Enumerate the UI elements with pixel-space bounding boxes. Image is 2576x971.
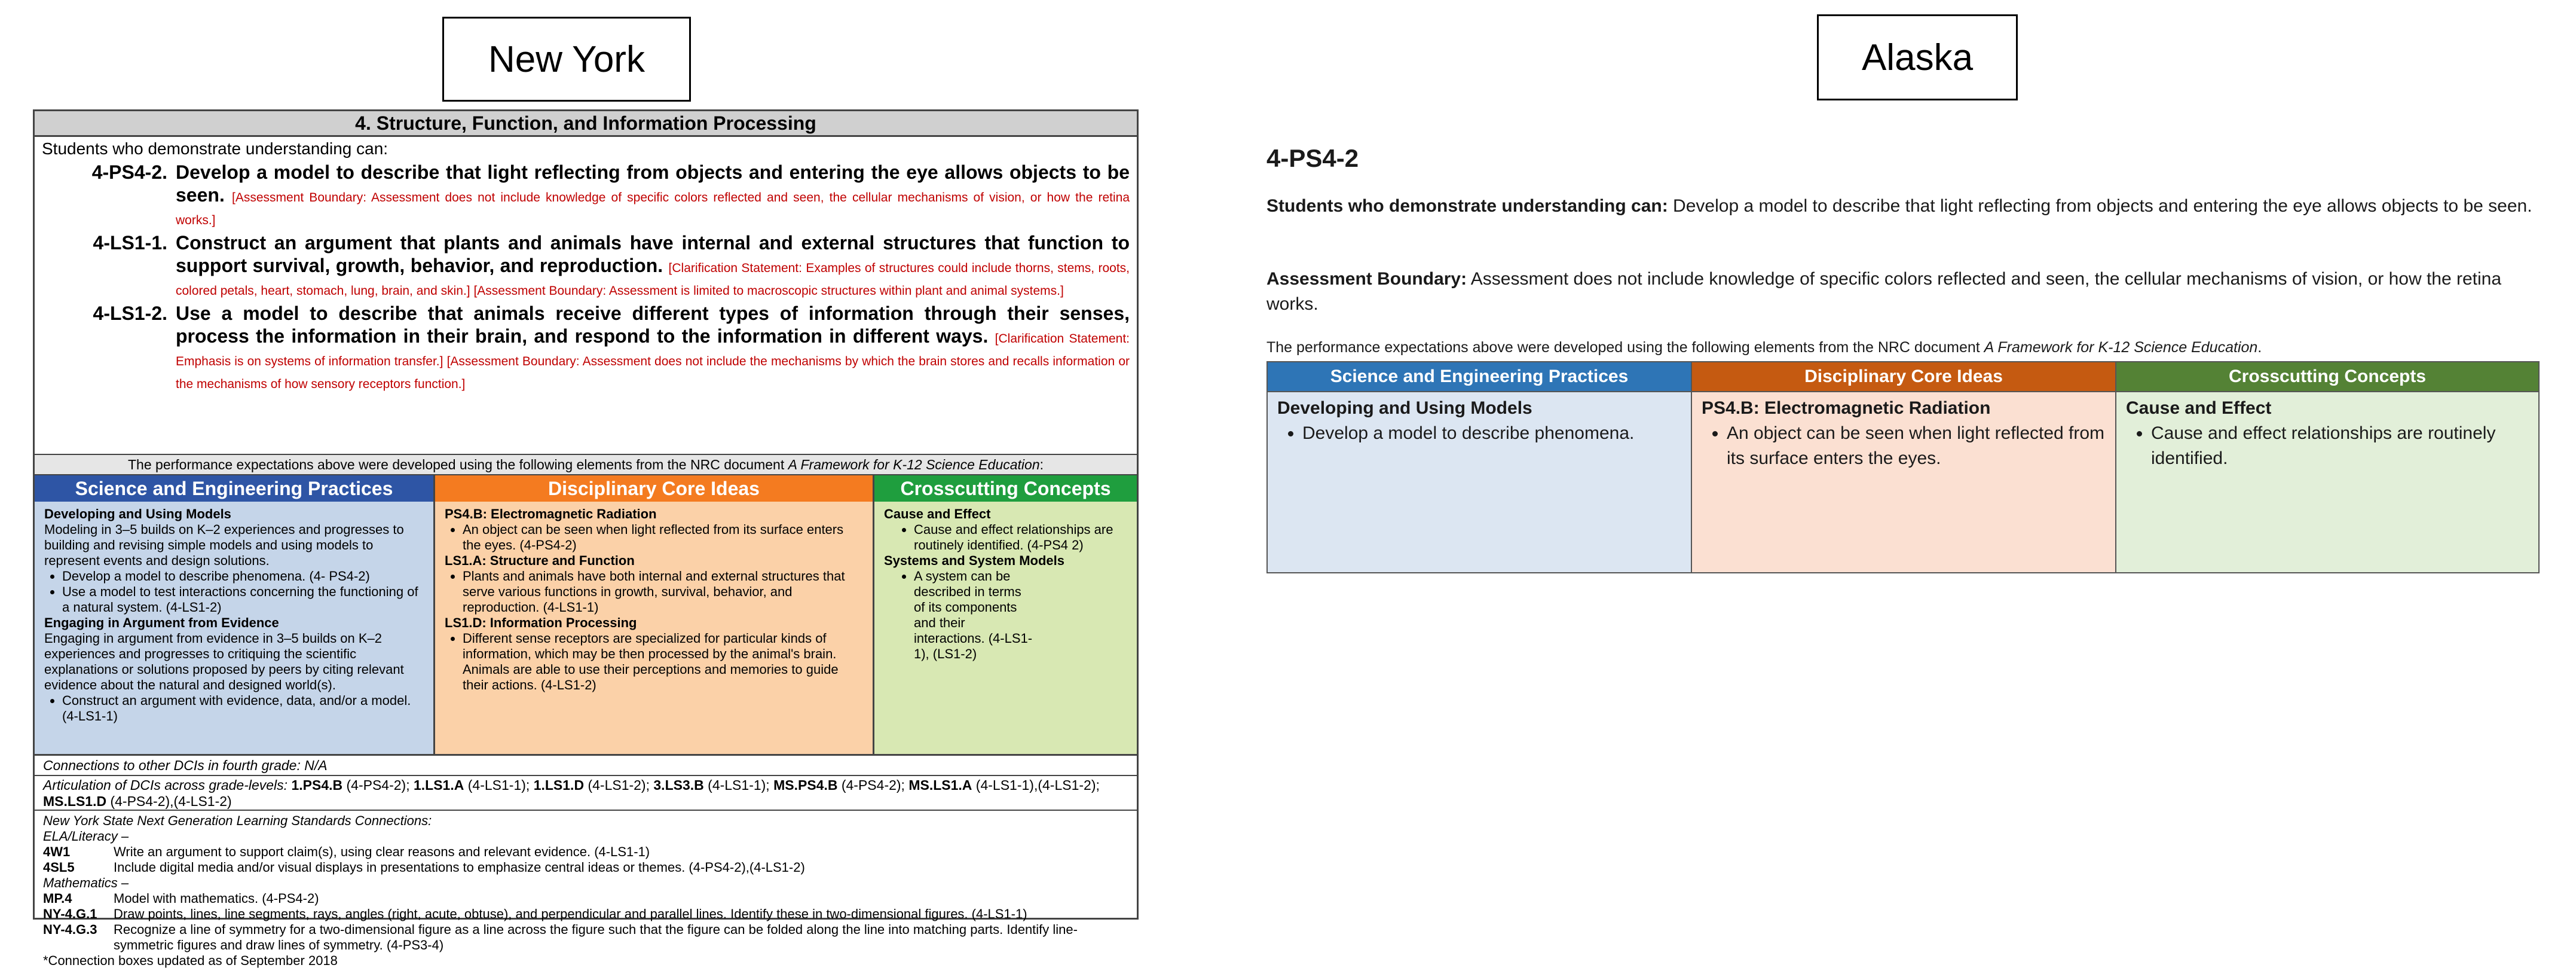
ak-dci-column — [1692, 362, 2116, 572]
ny-pe-note: [Clarification Statement: Emphasis is on systems of information transfer.] [Assessment Boundary: Assessment does not include the mechanisms by which the brain stores and recalls information or the mechanisms of how sensory receptors function.] — [176, 332, 1130, 391]
alaska-label: Alaska — [1817, 14, 2018, 100]
ny-articulation-code: MS.LS1.D — [43, 793, 107, 809]
ny-three-dimensions — [35, 475, 1137, 756]
ny-sep-paragraph: Engaging in argument from evidence in 3–5 builds on K–2 experiences and progresses to critiquing the scientific explanations or solutions proposed by peers by citing relevant evidence about the natural and designed world(s). — [44, 631, 404, 692]
ak-ccc-header: Crosscutting Concepts — [2116, 362, 2538, 392]
ak-code-heading: 4-PS4-2 — [1266, 144, 1359, 172]
ny-standard-row: NY-4.G.1 Draw points, lines, line segments, rays, angles (right, acute, obtuse), and perpendicular and parallel lines. Identify these in two-dimensional figures. (4-LS1-1) — [43, 906, 1027, 921]
ak-assessment-boundary: Assessment Boundary: Assessment does not include knowledge of specific colors reflected and seen, the cellular mechanisms of vision, or how the retina works. — [1266, 269, 2502, 314]
ny-articulation: Articulation of DCIs across grade-levels: 1.PS4.B (4-PS4-2); 1.LS1.A (4-LS1-1); 1.LS1.D (4-LS1-2); 3.LS3.B (4-LS1-1); MS.PS4.B (4-PS4-2); MS.LS1.A (4-LS1-1),(4-LS1-2); MS.LS1.D (4-PS4-2),(4-LS1-2) — [35, 776, 1137, 811]
ny-pe-note: [Assessment Boundary: Assessment does not include knowledge of specific colors reflected and seen, the cellular mechanisms of vision, or how the retina works.] — [176, 191, 1130, 227]
ny-ccc-heading: Systems and System Models — [884, 553, 1065, 568]
ny-connections-dci: Connections to other DCIs in fourth grade: N/A — [35, 756, 1137, 776]
ak-sep-column — [1268, 362, 1692, 572]
ny-sep-column — [35, 475, 435, 754]
ny-sep-paragraph: Modeling in 3–5 builds on K–2 experiences and progresses to building and revising simple models and using models to represent events and design solutions. — [44, 522, 404, 568]
ny-dci-heading: LS1.D: Information Processing — [445, 615, 637, 630]
ny-articulation-ref: (4-PS4-2); — [837, 777, 909, 793]
ny-pe-code: 4-PS4-2. — [91, 161, 167, 183]
ny-dci-header: Disciplinary Core Ideas — [435, 475, 873, 502]
ny-dci-heading: PS4.B: Electromagnetic Radiation — [445, 506, 657, 521]
ak-ccc-bullet: • Cause and effect relationships are routinely identified. — [2151, 421, 2529, 471]
ny-articulation-code: MS.PS4.B — [773, 777, 838, 793]
ny-pe-text: Use a model to describe that animals receive different types of information through their senses, process the information in their brain, and respond to the information in different ways. [Clarification Statement: Emphasis is on systems of information transfer.] [Assessment Boundary: Assessment does not include the mechanisms by which the brain stores and recalls information or the mechanisms of how sensory receptors function.] — [176, 303, 1130, 391]
ny-sep-bullet: • Construct an argument with evidence, data, and/or a model. (4-LS1-1) — [62, 693, 424, 724]
ny-dci-bullet: • Different sense receptors are specialized for particular kinds of information, which may be then processed by the animal's brain. Animals are able to use their perceptions and memories to guide their actions. (4-LS1-2) — [463, 631, 863, 693]
ny-pe-text: Construct an argument that plants and animals have internal and external structures that function to support survival, growth, behavior, and reproduction. [Clarification Statement: Examples of structures could include thorns, stems, roots, colored petals, heart, stomach, lung, brain, and skin.] [Assessment Boundary: Assessment is limited to macroscopic structures within plant and animal systems.] — [176, 232, 1130, 298]
ny-articulation-code: 1.PS4.B — [291, 777, 343, 793]
ny-pe-text: Develop a model to describe that light reflecting from objects and entering the eye allows objects to be seen. [Assessment Boundary: Assessment does not include knowledge of specific colors reflected and seen, the cellular mechanisms of vision, or how the retina works.] — [176, 161, 1130, 227]
ny-math-heading: Mathematics – — [43, 875, 129, 890]
ak-dci-heading: PS4.B: Electromagnetic Radiation — [1702, 398, 1991, 418]
ak-dci-bullet: • An object can be seen when light reflected from its surface enters the eyes. — [1727, 421, 2106, 471]
ny-pe-item — [42, 302, 1130, 393]
ny-framework-note: The performance expectations above were developed using the following elements from the NRC document A Framework for K-12 Science Education: — [35, 454, 1137, 475]
ny-standard-row: 4W1 Write an argument to support claim(s), using clear reasons and relevant evidence. (4-LS1-1) — [43, 844, 650, 859]
ny-articulation-ref: (4-LS1-2); — [584, 777, 654, 793]
ak-ccc-column — [2116, 362, 2538, 572]
ak-sep-heading: Developing and Using Models — [1277, 398, 1532, 418]
ny-pe-item — [42, 231, 1130, 300]
ny-articulation-code: MS.LS1.A — [908, 777, 972, 793]
ny-articulation-code: 3.LS3.B — [653, 777, 704, 793]
ny-dci-heading: LS1.A: Structure and Function — [445, 553, 635, 568]
ny-pe-code: 4-LS1-1. — [93, 232, 167, 254]
ak-dci-header: Disciplinary Core Ideas — [1692, 362, 2115, 392]
ny-footnote: *Connection boxes updated as of September 2018 — [43, 953, 338, 968]
ny-state-connections — [35, 811, 1137, 971]
ny-dci-column — [435, 475, 874, 754]
ny-pe-note: [Clarification Statement: Examples of structures could include thorns, stems, roots, colored petals, heart, stomach, lung, brain, and skin.] [Assessment Boundary: Assessment is limited to macroscopic structures within plant and animal systems.] — [176, 261, 1130, 298]
ny-sep-bullet: • Develop a model to describe phenomena. (4- PS4-2) — [62, 569, 424, 584]
ny-sep-header: Science and Engineering Practices — [35, 475, 433, 502]
ny-sep-heading: Developing and Using Models — [44, 506, 231, 521]
ny-articulation-code: 1.LS1.A — [413, 777, 464, 793]
ny-intro-text: Students who demonstrate understanding can: — [42, 139, 388, 158]
ak-sep-bullet: • Develop a model to describe phenomena. — [1302, 421, 1681, 446]
ny-standard-row: 4SL5 Include digital media and/or visual displays in presentations to emphasize central ideas or themes. (4-PS4-2),(4-LS1-2) — [43, 860, 805, 875]
ny-articulation-ref: (4-LS1-1),(4-LS1-2); — [972, 777, 1100, 793]
ny-standard-row: MP.4 Model with mathematics. (4-PS4-2) — [43, 891, 319, 906]
ny-dci-bullet: • An object can be seen when light reflected from its surface enters the eyes. (4-PS4-2) — [463, 522, 863, 553]
ak-ccc-heading: Cause and Effect — [2126, 398, 2272, 418]
ny-articulation-ref: (4-PS4-2); — [342, 777, 414, 793]
ak-framework-note: The performance expectations above were developed using the following elements from the NRC document A Framework for K-12 Science Education. — [1266, 339, 2262, 356]
ny-dci-bullet: • Plants and animals have both internal and external structures that serve various functions in growth, survival, behavior, and reproduction. (4-LS1-1) — [463, 569, 863, 615]
ak-sep-header: Science and Engineering Practices — [1268, 362, 1691, 392]
ny-ccc-bullet: • A system can be described in terms of its components and their interactions. (4-LS1-1), (LS1-2) — [914, 569, 1033, 662]
ny-ccc-bullet: • Cause and effect relationships are routinely identified. (4-PS4 2) — [914, 522, 1127, 553]
new-york-standards-document — [33, 109, 1139, 968]
ny-pe-item — [42, 161, 1130, 229]
ny-articulation-ref: (4-LS1-1); — [703, 777, 774, 793]
ny-ccc-header: Crosscutting Concepts — [874, 475, 1137, 502]
ny-state-heading: New York State Next Generation Learning Standards Connections: — [43, 813, 432, 828]
ny-ccc-heading: Cause and Effect — [884, 506, 991, 521]
ny-articulation-ref: (4-LS1-1); — [464, 777, 534, 793]
ny-sep-heading: Engaging in Argument from Evidence — [44, 615, 279, 630]
ny-ela-heading: ELA/Literacy – — [43, 829, 129, 844]
ny-ccc-column — [874, 475, 1137, 754]
ny-performance-expectations — [35, 137, 1137, 454]
ak-students-statement: Students who demonstrate understanding can: Develop a model to describe that light reflecting from objects and entering the eye allows objects to be seen. — [1266, 196, 2532, 216]
ny-section-header: 4. Structure, Function, and Information Processing — [35, 111, 1137, 137]
ny-standard-row: NY-4.G.3 Recognize a line of symmetry for a two-dimensional figure as a line across the figure such that the figure can be folded along the line into matching parts. Identify line- symmetric figures and draw lines of symmetry. (4-PS3-4) — [43, 922, 1078, 952]
ny-sep-bullet: • Use a model to test interactions concerning the functioning of a natural system. (4-LS1-2) — [62, 584, 424, 615]
ny-articulation-code: 1.LS1.D — [533, 777, 585, 793]
ny-articulation-ref: (4-PS4-2),(4-LS1-2) — [106, 793, 232, 809]
ny-pe-code: 4-LS1-2. — [93, 303, 167, 324]
ak-three-dimensions-table — [1266, 361, 2540, 573]
new-york-label: New York — [442, 17, 691, 102]
